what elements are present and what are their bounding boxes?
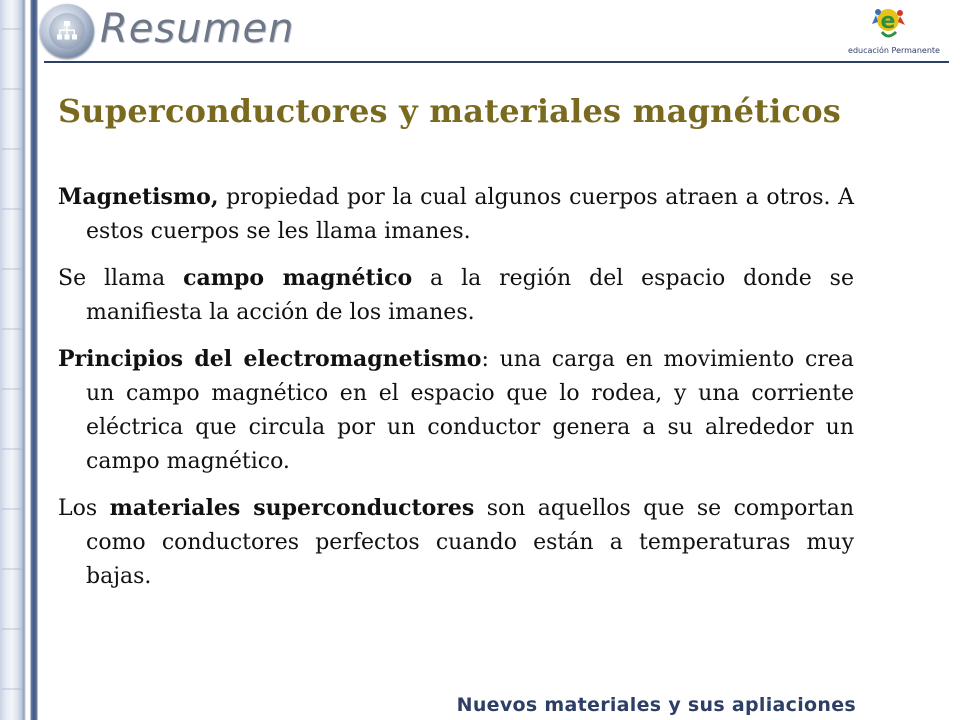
home-button[interactable] — [40, 4, 94, 58]
left-decorative-border — [0, 0, 40, 720]
footer-course-title: Nuevos materiales y sus apliaciones — [456, 694, 856, 716]
paragraph-superconductores: Los materiales superconductores son aquellos que se comportan como conductores perfectos cuando están a temperaturas muy bajas. — [58, 495, 855, 589]
slide-title: Superconductores y materiales magnéticos — [58, 92, 841, 130]
paragraph-magnetismo: Magnetismo, propiedad por la cual algunos cuerpos atraen a otros. A estos cuerpos se les llama imanes. — [58, 184, 854, 244]
paragraph-campo-magnetico: Se llama campo magnético a la región del espacio donde se manifiesta la acción de los imanes. — [58, 265, 854, 325]
svg-text:e: e — [880, 9, 896, 34]
paragraph-electromagnetismo: Principios del electromagnetismo: una carga en movimiento crea un campo magnético en el espacio que lo rodea, y una corriente eléctrica que circula por un conductor genera a su alrededor un campo magnético. — [58, 346, 854, 474]
education-logo-icon — [838, 6, 950, 46]
section-title: Resumen — [100, 6, 295, 52]
slide-body — [58, 180, 854, 606]
sitemap-icon — [55, 19, 79, 43]
brand-name: educación Permanente — [848, 46, 940, 55]
brand-logo — [838, 6, 950, 62]
header-divider — [44, 61, 949, 63]
